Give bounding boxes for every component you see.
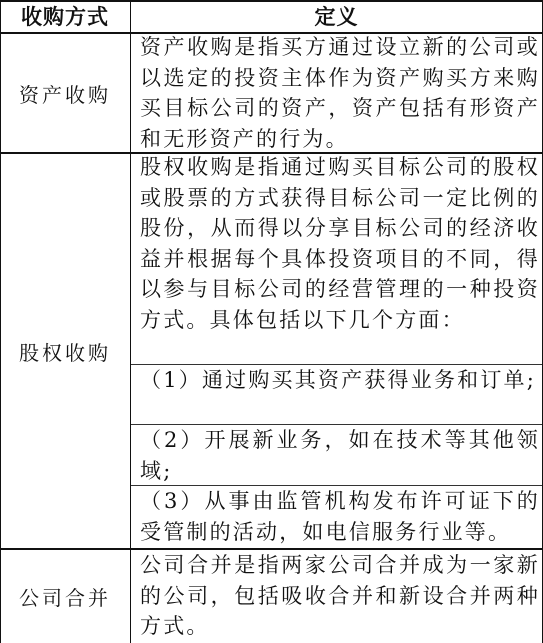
equity-item-3: （3）从事由监管机构发布许可证下的受管制的活动，如电信服务行业等。 — [140, 489, 540, 544]
column-divider — [130, 0, 131, 643]
row-definition-equity-acquisition: 股权收购是指通过购买目标公司的股权或股票的方式获得目标公司一定比例的股份，从而得以分享目标公司的经济收益并根据每个具体投资项目的不同，得以参与目标公司的经营管理的一种投资方式。具体包括以下几个方面： — [140, 155, 540, 332]
row-definition-merger: 公司合并是指两家公司合并成为一家新的公司，包括吸收合并和新设合并两种方式。 — [140, 553, 540, 638]
equity-item-1: （1）通过购买其资产获得业务和订单; — [140, 368, 537, 392]
row-definition-asset-acquisition: 资产收购是指买方通过设立新的公司或以选定的投资主体作为资产购买方来购买目标公司的资产，资产包括有形资产和无形资产的行为。 — [140, 35, 540, 151]
equity-item-2: （2）开展新业务，如在技术等其他领域; — [140, 428, 540, 483]
header-method: 收购方式 — [21, 4, 109, 29]
row-label-equity-acquisition: 股权收购 — [19, 340, 111, 365]
row-label-asset-acquisition: 资产收购 — [19, 82, 111, 107]
row-label-merger: 公司合并 — [19, 586, 111, 610]
header-definition: 定义 — [314, 4, 359, 29]
